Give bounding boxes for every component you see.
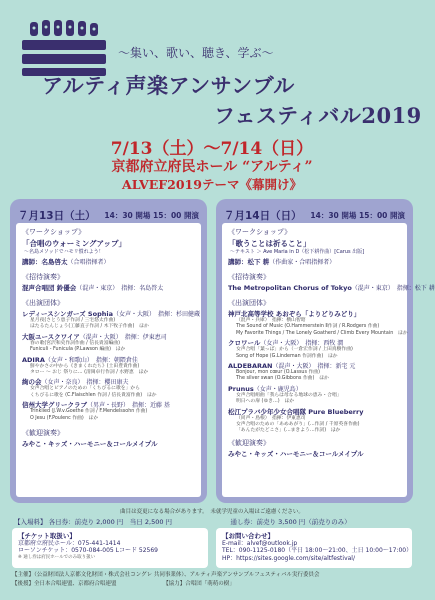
workshop-teacher: 講師：名島啓太（合唱指揮者） xyxy=(22,258,110,266)
workshop-label: 《ワークショップ》 xyxy=(22,228,86,236)
ticket-outlets-box xyxy=(12,528,208,568)
group-5-song: 女声合唱のための「あめあがり」(…作詞 / 千原英喜作曲) xyxy=(236,422,360,428)
group-5: 松江プラバ少年少女合唱隊 Pure Blueberry xyxy=(228,407,364,416)
group-4-song: 女声合唱組曲「我らは母なる地球の恵み・合唱」 xyxy=(236,392,342,398)
group-4: 絢の会（女声・奈良） 指揮：櫻田康夫 xyxy=(22,378,129,387)
workshop-subtitle: 〜テキスト ＞ Ave Maria in D（松下耕作曲）[Carus 出版] xyxy=(230,249,365,255)
group-2: クロワール（女声・大阪） 指揮：西牧 潤 xyxy=(228,339,344,348)
choir-logo xyxy=(18,18,110,78)
group-3-song: Bonjour, mon cœur (O.Lassus 作曲) xyxy=(236,370,320,376)
group-4-song: 女声合唱とピアノのための「くちびるに歌を」から xyxy=(30,386,140,392)
hall-phone: 京都府立府民ホール：075-441-1414 xyxy=(18,540,121,547)
invited-label: 《招待演奏》 xyxy=(22,273,64,281)
workshop-label: 《ワークショップ》 xyxy=(228,228,292,236)
group-4-song: 明日への扉 (ゆき…) ほか xyxy=(236,399,295,405)
lawson-ticket: ローソンチケット：0570-084-005 Lコード 52569 xyxy=(18,547,158,555)
groups-label: 《出演団体》 xyxy=(22,299,64,307)
day2-time: 14：30 開場 15：00 開演 xyxy=(310,211,405,220)
group-2-song: 女声合唱「葉っぱ」から（一倉宏作詞 / 上田真樹作曲) xyxy=(236,347,353,353)
group-2: 大阪ユースクワイア（混声・大阪） 指揮：伊東恵司 xyxy=(22,332,167,341)
group-3-song: The silver swan (O.Gibbons 作曲) ほか xyxy=(236,376,329,382)
ticket-outlets-heading: 【チケット取扱い】 xyxy=(18,532,76,540)
group-4: Prunus（女声・鹿児島） xyxy=(228,384,302,393)
group-3: ADIRA（女声・和歌山） 指揮：朝隈倉佳 xyxy=(22,355,138,364)
group-1-info: （混声・兵庫） 指揮：横山智昭 xyxy=(236,318,306,323)
notice: 曲目は変更になる場合があります。 未就学児童の入場はご遠慮ください。 xyxy=(120,509,304,515)
footer xyxy=(12,571,319,589)
invited-group: 混声合唱団 鈴優会（混声・東京） 指揮：名島啓太 xyxy=(22,284,164,292)
contact-heading: 【お問い合わせ】 xyxy=(222,532,274,540)
catchphrase: 〜集い、歌い、聴き、学ぶ〜 xyxy=(118,46,274,60)
contact-phone: TEL：090-1125-0180（平日 18:00〜21:00、土日 10:00〜17:00） xyxy=(222,547,413,555)
group-5-song: O Jesu (F.Poulenc 作曲) ほか xyxy=(30,415,99,421)
group-3-song: 鮮やかさの中から《きまくれたち》(土田豊貴作曲) xyxy=(30,363,140,369)
venue: 京都府立府民ホール “アルティ” xyxy=(111,159,313,175)
groups-label: 《出演団体》 xyxy=(228,299,270,307)
workshop-teacher: 講師：松下 耕（作曲家・合唱指揮者） xyxy=(228,258,336,266)
group-1: 神戸北高等学校 あおぞら「よりどりみどり」 xyxy=(228,310,361,318)
title-line1: アルティ声楽アンサンブル xyxy=(42,73,295,98)
theme: ALVEF2019テーマ《幕開け》 xyxy=(122,177,302,192)
group-2-song: Funiculi - Funicula (P.Lawson 編曲) ほか xyxy=(30,347,126,353)
group-5-song: Trinklied (J.W.v.Goethe 作詞 / F.Mendelssohn 作曲) xyxy=(30,409,148,415)
day1-time: 14：30 開場 15：00 開演 xyxy=(104,211,199,220)
group-1: レディースシンガーズ Sophia（女声・大阪） 指揮：杉田健蔵 xyxy=(22,310,200,318)
day2-program xyxy=(222,223,435,497)
group-5-info: （同声・島根） 指揮：伊東恵司 xyxy=(236,415,306,421)
contact-website[interactable]: HP：https://sites.google.com/site/altfestival/ xyxy=(222,554,355,562)
welcome-group: みやこ・キッズ・ハーモニー＆コールメイプル xyxy=(22,440,158,449)
contact-email[interactable]: E-mail：alvef@outlook.jp xyxy=(222,540,298,547)
group-5-song: 「あんたがたどこさ」(…まきよう…作詞) ほか xyxy=(236,428,341,434)
group-2-song: 春の歌(宮沢和史作詞作曲 / 信長貴富編曲) xyxy=(30,340,120,346)
group-3: ALDEBARAN（混声・大阪） 指揮：新宅 元 xyxy=(228,362,356,371)
welcome-label: 《歓迎演奏》 xyxy=(22,429,64,438)
welcome-label: 《歓迎演奏》 xyxy=(228,438,270,447)
welcome-group: みやこ・キッズ・ハーモニー＆コールメイプル xyxy=(228,449,364,458)
invited-group: The Metropolitan Chorus of Tokyo（混声・東京） 指揮：松下 耕 xyxy=(228,284,435,292)
group-4-song: くちびるに歌を (C.Flaischlen 作詞 / 信長貴富作曲) ほか xyxy=(30,392,157,398)
admission-prices: 【入場料】 各日券：前売り 2,000 円 当日 2,500 円 通し券：前売り 3,500 円（前売りのみ） xyxy=(14,518,351,526)
day1-program xyxy=(16,223,201,497)
poster-header xyxy=(0,0,424,200)
workshop-title: 「歌うことは祈ること」 xyxy=(228,239,311,248)
group-5: 信州大学グリークラブ（男声・長野） 指揮：近藤 基 xyxy=(22,401,170,410)
day2-panel xyxy=(216,199,435,503)
group-3-song: タロー 〜 おじ 祭りに… (清岡卓行作詞 / 水野恵 ほか xyxy=(30,370,149,376)
day1-panel xyxy=(10,199,207,503)
day2-heading: ７月14日（日） xyxy=(224,210,302,222)
group-1-song: ほたるたんじょう(工藤直子作詞 / 木下牧子作曲) ほか xyxy=(30,324,149,330)
group-1-song: My Favorite Things / The Lonely Goatherd / Climb Every Mountain ほか xyxy=(236,330,408,336)
event-dates: 7/13（土）〜7/14（日） xyxy=(110,139,314,159)
workshop-subtitle: 〜名島メソッドでハモリ慣れよう！ xyxy=(24,249,104,255)
season-ticket-note: ※ 通し券は府民ホールでのみ取り扱い xyxy=(18,554,96,560)
group-2-song: Song of Hope (G.Lindeman 作詞作曲) ほか xyxy=(236,353,338,359)
invited-label: 《招待演奏》 xyxy=(228,273,270,281)
group-1-song: The Sound of Music (O.Hammerstein Ⅱ作詞 / R.Rodgers 作曲) xyxy=(236,324,380,330)
workshop-title: 「合唱のウォーミングアップ」 xyxy=(22,239,127,248)
day1-heading: ７月13日（土） xyxy=(18,210,96,222)
organizers: 【主催】（公益財団法人京都文化財団・株式会社コングレ 共同事業体）、アルティ声楽アンサンブルフェスティバル実行委員会 xyxy=(12,572,320,578)
sponsors: 【後援】全日本合唱連盟、京都府合唱連盟 【協力】合唱団「萌萌の樹」 xyxy=(12,581,235,587)
contact-box xyxy=(216,528,412,568)
title-line2: フェスティバル2019 xyxy=(214,103,422,128)
group-1-song: 星月夜(さとう恵子作詞 / 三宅悠太作曲) xyxy=(30,318,116,323)
